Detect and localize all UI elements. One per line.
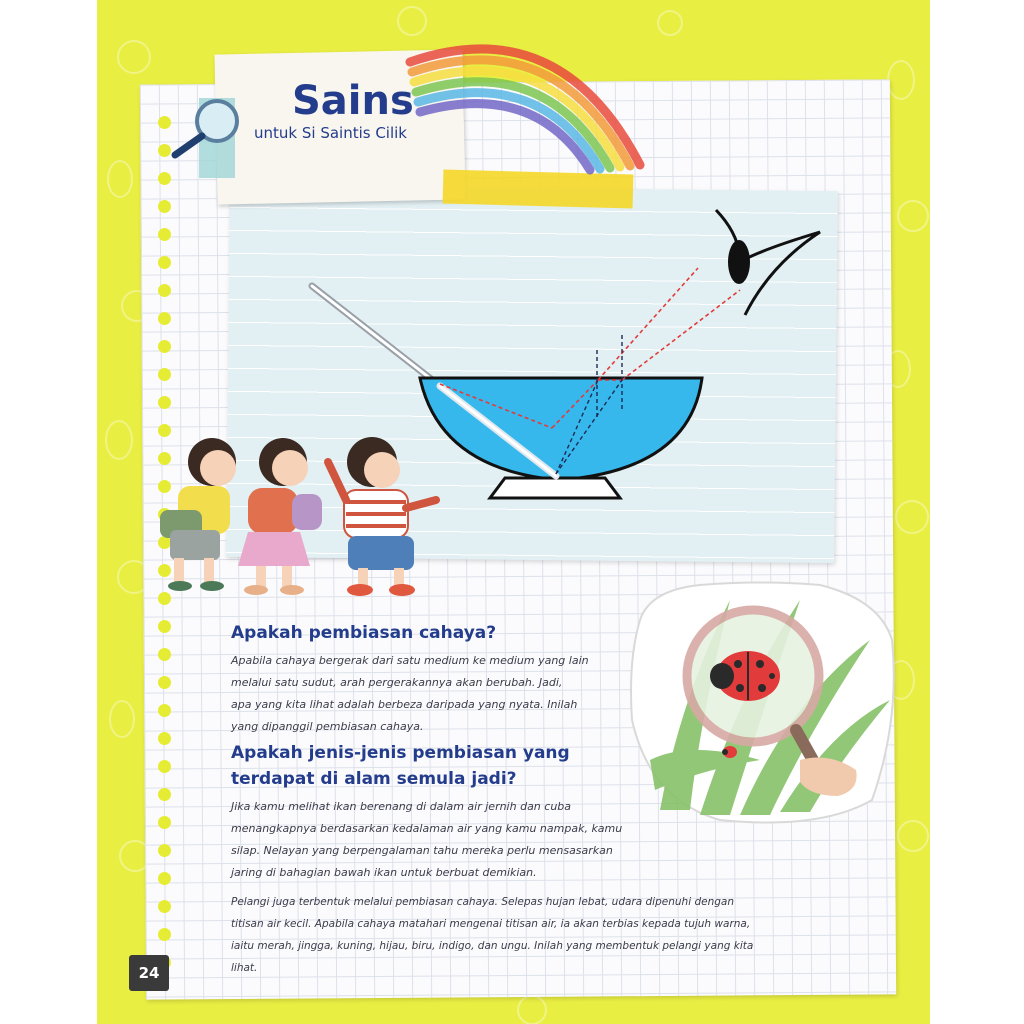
glass-rod (312, 286, 440, 386)
section2-para1-line: Jika kamu melihat ikan berenang di dalam air jernih dan cuba (231, 800, 572, 813)
section2-heading (231, 740, 570, 792)
section1-line: apa yang kita lihat adalah berbeza daripada yang nyata. Inilah (231, 698, 578, 711)
section2-paragraph-2 (231, 891, 841, 979)
section2-para1-line: jaring di bahagian bawah ikan untuk berbuat demikian. (231, 866, 537, 879)
magnifier-icon (175, 98, 237, 178)
section1-line: Apabila cahaya bergerak dari satu medium ke medium yang lain (231, 654, 589, 667)
bowl-stand (490, 478, 620, 498)
ladybird-illustration (631, 583, 894, 823)
section2-para1-line: menangkapnya berdasarkan kedalaman air yang kamu nampak, kamu (231, 822, 623, 835)
page-subtitle: untuk Si Saintis Cilik (254, 124, 407, 142)
page-title: Sains (292, 78, 414, 124)
section2-heading-line: Apakah jenis-jenis pembiasan yang (231, 743, 570, 763)
section2-heading-line: terdapat di alam semula jadi? (231, 769, 517, 789)
section2-paragraph-1 (231, 796, 661, 884)
page-number: 24 (129, 955, 169, 991)
section2-para2-line: iaitu merah, jingga, kuning, hijau, biru, indigo, dan ungu. Inilah yang membentuk pelangi yang kita (231, 940, 754, 952)
section1-line: yang dipanggil pembiasan cahaya. (231, 720, 424, 733)
children-illustration (160, 437, 436, 596)
section1-heading: Apakah pembiasan cahaya? (231, 623, 497, 643)
rainbow (410, 49, 640, 170)
section1-paragraph (231, 650, 641, 738)
section1-line: melalui satu sudut, arah pergerakannya akan berubah. Jadi, (231, 676, 563, 689)
section2-para2-line: lihat. (231, 962, 258, 974)
section2-para2-line: Pelangi juga terbentuk melalui pembiasan cahaya. Selepas hujan lebat, udara dipenuhi dengan (231, 896, 734, 908)
section2-para2-line: titisan air kecil. Apabila cahaya matahari mengenai titisan air, ia akan terbias kepada tujuh warna, (231, 918, 751, 930)
eye-icon (716, 210, 820, 315)
section2-para1-line: silap. Nelayan yang berpengalaman tahu mereka perlu mensasarkan (231, 844, 613, 857)
